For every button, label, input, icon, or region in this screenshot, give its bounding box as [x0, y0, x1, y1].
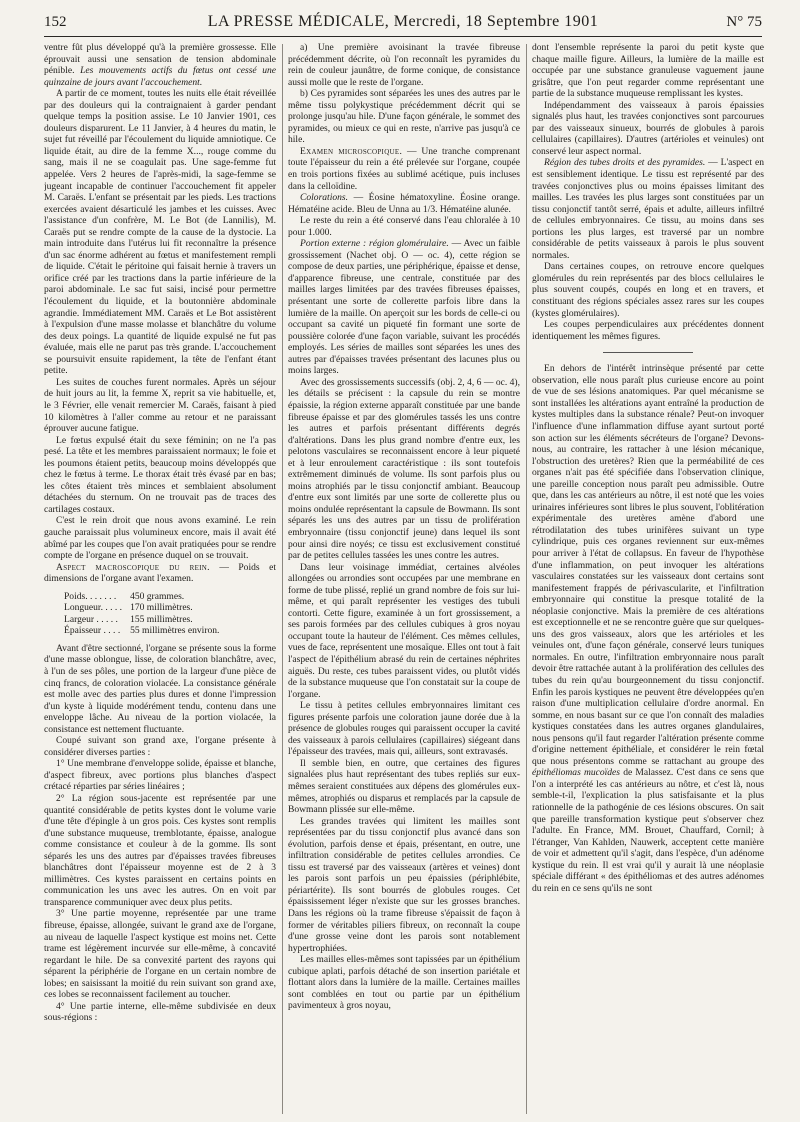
paragraph: b) Ces pyramides sont séparées les unes des autres par le même tissu polykystique précédemment décrit qui se prolonge jusqu'au hile. D'une façon générale, le sommet des pyramides, ou mieux ce qui en reste, n'arrive pas jusqu'à ce hile.	[288, 88, 520, 146]
paragraph: C'est le rein droit que nous avons examiné. Le rein gauche paraissait plus volumineux encore, mais il avait été abîmé par les coupes que l'on avait pratiquées pour se rendre compte de l'organe en présence duquel on se trouvait.	[44, 515, 276, 562]
text: — Avec un faible grossissement (Nachet obj. O — oc. 4), cette région se compose de deux parties, une périphérique, épaisse et dense, d'apparence fibreuse, une centrale, constituée par des mailles larges limitées par des travées fibreuses épaisses, présentant une sorte de collerette parfois libre dans la lumière de la maille. On aperçoit sur les bords de celle-ci ou occupant sa cavité un piqueté fin formant une sorte de poussière colorée d'une façon variable, suivant les procédés employés. Les séries de mailles sont séparées les unes des autres par d'épaisses travées présentant des lacunes plus ou moins larges.	[288, 238, 520, 377]
paragraph	[532, 157, 764, 261]
text: En dehors de l'intérêt intrinsèque présenté par cette observation, elle nous paraît plus curieuse encore au point de vue de ses lésions anatomiques. Par quel mécanisme se sont installées les altérations ayant entraîné la production de kystes multiples dans la substance rénale? Peut-on invoquer l'influence d'une inflammation diffuse ayant surtout porté son action sur les éléments sécréteurs de l'organe? Devons-nous, au contraire, les rattacher à une lésion mécanique, l'obstruction des uretères? Rien que la perméabilité de ces organes n'ait pas été spécifiée dans l'observation clinique, une pareille conception nous paraît peu admissible. Outre que, dans les cas antérieurs au nôtre, il est noté que les voies urinaires inférieures sont libres le plus souvent, l'oblitération expérimentale des uretères amène d'abord une rétrodilatation des tubes urinifères suivant un type cylindrique, puis ces organes reviennent sur eux-mêmes pour arriver à l'état de collapsus. En faveur de l'hypothèse d'une inflammation, on peut invoquer les altérations vasculaires constatées sur les vaisseaux dont certains sont manifestement frappés de périvascularite, et l'infiltration embryonnaire qui constitue la presque totalité de la néoplasie conjonctive. Mais la première de ces altérations est exceptionnelle et ne se rencontre guère que sur quelques-uns des gros vaisseaux, alors que les artérioles et les veinules ont, d'une façon générale, conservé leurs tuniques normales. En outre, l'infiltration embryonnaire nous paraît devoir être rattachée autant à la prolifération des cellules des tubes du rein qu'au bourgeonnement du tissu conjonctif. Enfin les parois kystiques ne peuvent être développées qu'en raison d'une multiplication cellulaire d'ordre anormal. En somme, en nous basant sur ce que l'on connaît des maladies kystiques constatées dans les autres organes glandulaires, nous pensons qu'il faut regarder l'altération présente comme d'origine nettement épithéliale, et considérer le rein fœtal que nous présentons comme se rattachant au groupe des	[532, 363, 764, 767]
dim-label: Largeur . . . . .	[64, 613, 118, 625]
dim-label: Poids. . . . . . .	[64, 590, 117, 602]
paragraph: Les mailles elles-mêmes sont tapissées par un épithélium cubique aplati, parfois détaché de son insertion pariétale et flottant alors dans la lumière de la maille. Certaines mailles sont comblées en tout ou partie par un épithélium pavimenteux à gros noyau,	[288, 954, 520, 1012]
paragraph: a) Une première avoisinant la travée fibreuse précédemment décrite, où l'on reconnaît les pyramides du rein de couleur jaunâtre, de forme conique, de consistance aussi molle que le reste de l'organe.	[288, 42, 520, 88]
paragraph: 3° Une partie moyenne, représentée par une trame fibreuse, épaisse, allongée, suivant le grand axe de l'organe, au niveau de laquelle l'aspect kystique est moins net. Cette trame est légèrement incurvée sur elle-même, à concavité regardant le hile. De sa convexité partent des rayons qui séparent la périphérie de l'organe en un certain nombre de lobes; en saisissant la moitié du rein suivant son grand axe, ces lobes se reconnaissent facilement au toucher.	[44, 908, 276, 1001]
section-heading: Aspect macroscopique du rein.	[56, 561, 210, 573]
paragraph	[288, 146, 520, 192]
italic-text: Les mouvements actifs du fœtus ont cessé une quinzaine de jours avant l'accouchement.	[44, 65, 276, 88]
table-row	[64, 602, 227, 614]
column-rule-right	[526, 44, 527, 1114]
dim-value: 55 millimètres environ.	[130, 625, 220, 637]
paragraph: 1° Une membrane d'enveloppe solide, épaisse et blanche, d'aspect fibreux, avec portions plus blanches d'aspect crétacé réparties par séries linéaires ;	[44, 758, 276, 793]
column-rule-left	[282, 44, 283, 1114]
paragraph	[288, 192, 520, 215]
italic-heading: Colorations.	[300, 192, 349, 204]
paragraph: Les coupes perpendiculaires aux précédentes donnent identiquement les mêmes figures.	[532, 319, 764, 342]
page-header	[44, 10, 762, 37]
page-number: 152	[44, 14, 67, 30]
text: — Une tranche comprenant toute l'épaisseur du rein a été prélevée sur l'organe, coupée en trois portions fixées au sublimé acétique, puis incluses dans la celloïdine.	[288, 145, 520, 192]
dimensions-table	[64, 591, 227, 637]
issue-number: N° 75	[726, 14, 762, 30]
section-divider	[603, 352, 693, 353]
dim-value: 450 grammes.	[130, 590, 185, 602]
dim-label: Épaisseur . . . .	[64, 625, 121, 637]
text: — Poids et dimensions de l'organe avant l'examen.	[44, 561, 276, 585]
text: de Malassez. C'est dans ce sens que l'on a interprété les cas antérieurs au nôtre, et c'est là, nous semble-t-il, l'explication la plus satisfaisante et la plus rationnelle de la pathogénie de ces lésions obscures. On sait que pareille transformation kystique peut s'observer chez l'adulte. En France, MM. Brouet, Chauffard, Cornil; à l'étranger, Van Kahlden, Nauwerk, acceptent cette manière de voir et admettent qu'il s'agit, dans l'espèce, d'un adénome kystique du rein. Il est vrai qu'il y aurait là une néoplasie spéciale différant « des épithéliomas et des autres adénomes du rein en ce sens qu'ils ne sont	[532, 767, 764, 894]
text: ventre fût plus développé qu'à la première grossesse. Elle éprouvait aussi une sensation de tension abdominale pénible.	[44, 42, 276, 77]
text: — Éosine hématoxyline. Éosine orange. Hématéine acide. Bleu de Unna au 1/3. Hématéine alunée.	[288, 192, 520, 215]
paragraph: Le reste du rein a été conservé dans l'eau chloralée à 10 pour 1.000.	[288, 215, 520, 238]
paragraph: Le tissu à petites cellules embryonnaires limitant ces figures présente parfois une coloration jaune dorée due à la présence de globules rouges qui paraissent occuper la cavité des vaisseaux à parois cellulaires (capillaires) siégeant dans l'épaisseur des travées, mais qui, ailleurs, sont extravasés.	[288, 700, 520, 758]
paragraph: Coupé suivant son grand axe, l'organe présente à considérer diverses parties :	[44, 735, 276, 758]
paragraph: Il semble bien, en outre, que certaines des figures signalées plus haut représentant des tubes repliés sur eux-mêmes seraient constituées aux dépens des glomérules eux-mêmes, atrophiés ou disparus et remplacés par la capsule de Bowmann plissée sur elle-même.	[288, 757, 520, 816]
paragraph: Les grandes travées qui limitent les mailles sont représentées par du tissu conjonctif plus avancé dans son évolution, parfois dense et épais, présentant, en outre, une infiltration considérable de petites cellules arrondies. Ce tissu est traversé par des vaisseaux (artères et veines) dont les parois sont parfois un peu épaissies (périphlébite, périartérite). Ils sont bourrés de globules rouges. Cet épaississement léger n'existe que sur les grosses branches. Dans les régions où la trame fibreuse s'épaissit de façon à former de véritables piliers fibreux, on reconnaît la coupe d'une grosse veine dont les parois sont notablement hypertrophiées.	[288, 815, 520, 954]
dim-value: 170 millimètres.	[130, 602, 193, 614]
paragraph: Avec des grossissements successifs (obj. 2, 4, 6 — oc. 4), les détails se précisent : la capsule du rein se montre épaissie, la région externe apparaît constituée par une bande fibreuse épaisse et par des glomérules tassés les uns contre les autres et parfois présentant différents degrés d'altérations. Dans les plus grand nombre d'entre eux, les pelotons vasculaires se reconnaissent encore à leur piqueté et à leur enroulement caractéristique : ils sont toutefois extrêmement diminués de volume. Ils sont parfois plus ou moins atrophiés par le tissu conjonctif ambiant. Beaucoup d'entre eux sont limités par une sorte de collerette plus ou moins ondulée représentant la capsule de Bowmann. Ils sont séparés les uns des autres par un tissu de prolifération embryonnaire (tissu conjonctif jeune) dans lequel ils sont pour ainsi dire noyés; ce tissu est exclusivement constitué par de petites cellules tassées les unes contre les autres.	[288, 376, 520, 562]
paragraph: Le fœtus expulsé était du sexe féminin; on ne l'a pas pesé. La tête et les membres paraissaient normaux; le foie et les poumons étaient petits, beaucoup moins développés que chez le fœtus à terme. Le thorax était très évasé par en bas; les côtes étaient très minces et semblaient absolument détachées du sternum. On ne trouvait pas de traces des cartilages costaux.	[44, 434, 276, 515]
dim-value: 155 millimètres.	[130, 613, 193, 625]
paragraph: A partir de ce moment, toutes les nuits elle était réveillée par des douleurs qui la contraignaient à garder pendant quelque temps la position assise. Le 10 Janvier 1901, ces douleurs disparurent. Le 11 Janvier, à 4 heures du matin, le sujet fut réveillé par l'écoulement du liquide amniotique. Ce liquide était, au dire de la femme X..., rouge comme du sang, mais il ne se coagulait pas. Une sage-femme fut appelée. Vers 2 heures de l'après-midi, la sage-femme se jugeant incapable de continuer l'accouchement fit appeler M. Caraës. L'enfant se présentait par les pieds. Les tractions exercées avaient désarticulé les jambes et les cuisses. Avec l'assistance d'un confrère, M. Le Bot (de Lannilis), M. Caraës put se rendre compte de la cause de la dystocie. La main introduite dans l'utérus lui fit reconnaître la présence d'un sac énorme adhérent au fœtus et manifestement rempli de liquide. C'était le péritoine qui faisait hernie à travers un orifice créé par les tractions dans la partie inférieure de la paroi abdominale. Le sac fut saisi, incisé pour permettre l'écoulement du liquide, et la boutonnière abdominale agrandie. Immédiatement MM. Caraës et Le Bot assistèrent à l'expulsion d'une masse molasse et blanchâtre du volume des deux poings. La quantité de liquide expulsé ne fut pas évaluée, mais elle ne parut pas très grande. L'accouchement se poursuivit ensuite rapidement, la tête de l'enfant étant petite.	[44, 88, 276, 377]
paragraph	[44, 562, 276, 585]
paragraph: dont l'ensemble représente la paroi du petit kyste que chaque maille figure. Ailleurs, la lumière de la maille est occupée par une substance granuleuse vaguement jaune grisâtre, que l'on peut regarder comme représentant une partie de la substance muqueuse remplissant les kystes.	[532, 42, 764, 100]
column-middle	[288, 42, 520, 1117]
paragraph: Avant d'être sectionné, l'organe se présente sous la forme d'une masse oblongue, lisse, de coloration blanchâtre, avec, à l'un de ses pôles, une portion de la largeur d'une pièce de cinq francs, de coloration violacée. La consistance générale est molle avec des parties plus dures et donne l'impression d'un kyste à liquide modérément tendu, contenu dans une enveloppe lâche. Au niveau de la portion violacée, la consistance est nettement fluctuante.	[44, 642, 276, 735]
table-row	[64, 625, 227, 637]
paragraph: Dans leur voisinage immédiat, certaines alvéoles allongées ou arrondies sont occupées par une membrane en forme de tube plissé, replié un grand nombre de fois sur lui-même, et qui paraît représenter les vestiges des tubuli contorti. Cette figure, examinée à un fort grossissement, a ses parois formées par des cellules cubiques à gros noyau occupant toute la hauteur de l'élément. Ces mêmes cellules, vues de face, représentent une mosaïque. Elles ont tout à fait l'aspect de l'épithélium abrasé du rein de certaines néphrites aiguës. Du reste, ces tubes paraissent vides, ou plutôt vidés de la substance muqueuse que l'on constatait sur la coupe de l'organe.	[288, 561, 520, 700]
dim-label: Longueur. . . . .	[64, 602, 123, 614]
italic-text: épithéliomas mucoïdes	[532, 767, 621, 779]
italic-heading: Portion externe : région glomérulaire.	[300, 238, 449, 250]
paragraph	[532, 363, 764, 894]
text: — L'aspect en est sensiblement identique. Le tissu est représenté par des travées conjonctives plus ou moins épaisses limitant des mailles. Les travées les plus larges sont constituées par un tissu conjonctif tantôt serré, épais et adulte, ailleurs infiltré de cellules embryonnaires. Ce tissu, au moins dans ses portions les plus larges, est traversé par un nombre considérable de petits vaisseaux à parois le plus souvent normales.	[532, 157, 764, 261]
paragraph: Les suites de couches furent normales. Après un séjour de huit jours au lit, la femme X, reprit sa vie habituelle, et, le 3 Février, elle venait remercier M. Caraës, faisant à pied 10 kilomètres à l'aller comme au retour et ne paraissant éprouver aucune fatigue.	[44, 376, 276, 435]
paragraph	[44, 42, 276, 88]
paragraph: 2° La région sous-jacente est représentée par une quantité considérable de petits kystes dont le volume varie d'une tête d'épingle à un gros pois. Ces kystes sont remplis d'une substance muqueuse, tremblotante, épaisse, analogue comme consistance et couleur à de la gomme. Ils sont séparés les uns des autres par d'épaisses travées fibreuses blanchâtres dont l'épaisseur moyenne est de 2 à 3 millimètres. Ces kystes paraissent en certains points en communication les uns avec les autres. On en voit par transparence communiquer avec deux plus petits.	[44, 793, 276, 908]
journal-title: LA PRESSE MÉDICALE, Mercredi, 18 Septembre 1901	[207, 13, 599, 30]
column-right	[532, 42, 764, 1117]
italic-heading: Région des tubes droits et des pyramides.	[544, 157, 706, 169]
section-heading: Examen microscopique.	[300, 145, 403, 157]
column-left	[44, 42, 276, 1117]
table-row	[64, 614, 227, 626]
paragraph	[288, 238, 520, 377]
table-row	[64, 591, 227, 603]
paragraph: 4° Une partie interne, elle-même subdivisée en deux sous-régions :	[44, 1000, 276, 1024]
paragraph: Indépendamment des vaisseaux à parois épaissies signalés plus haut, les travées conjonctives sont parcourues par des vaisseaux sinueux, bourrés de globules à parois cellulaires (capillaires). D'autres (artérioles et veinules) ont conservé leur aspect normal.	[532, 99, 764, 157]
paragraph: Dans certaines coupes, on retrouve encore quelques glomérules du rein représentés par des blocs cellulaires le plus souvent coupés, coupés en long et en travers, et constituant des régions spéciales assez rares sur les coupes (kystes glomérulaires).	[532, 261, 764, 319]
